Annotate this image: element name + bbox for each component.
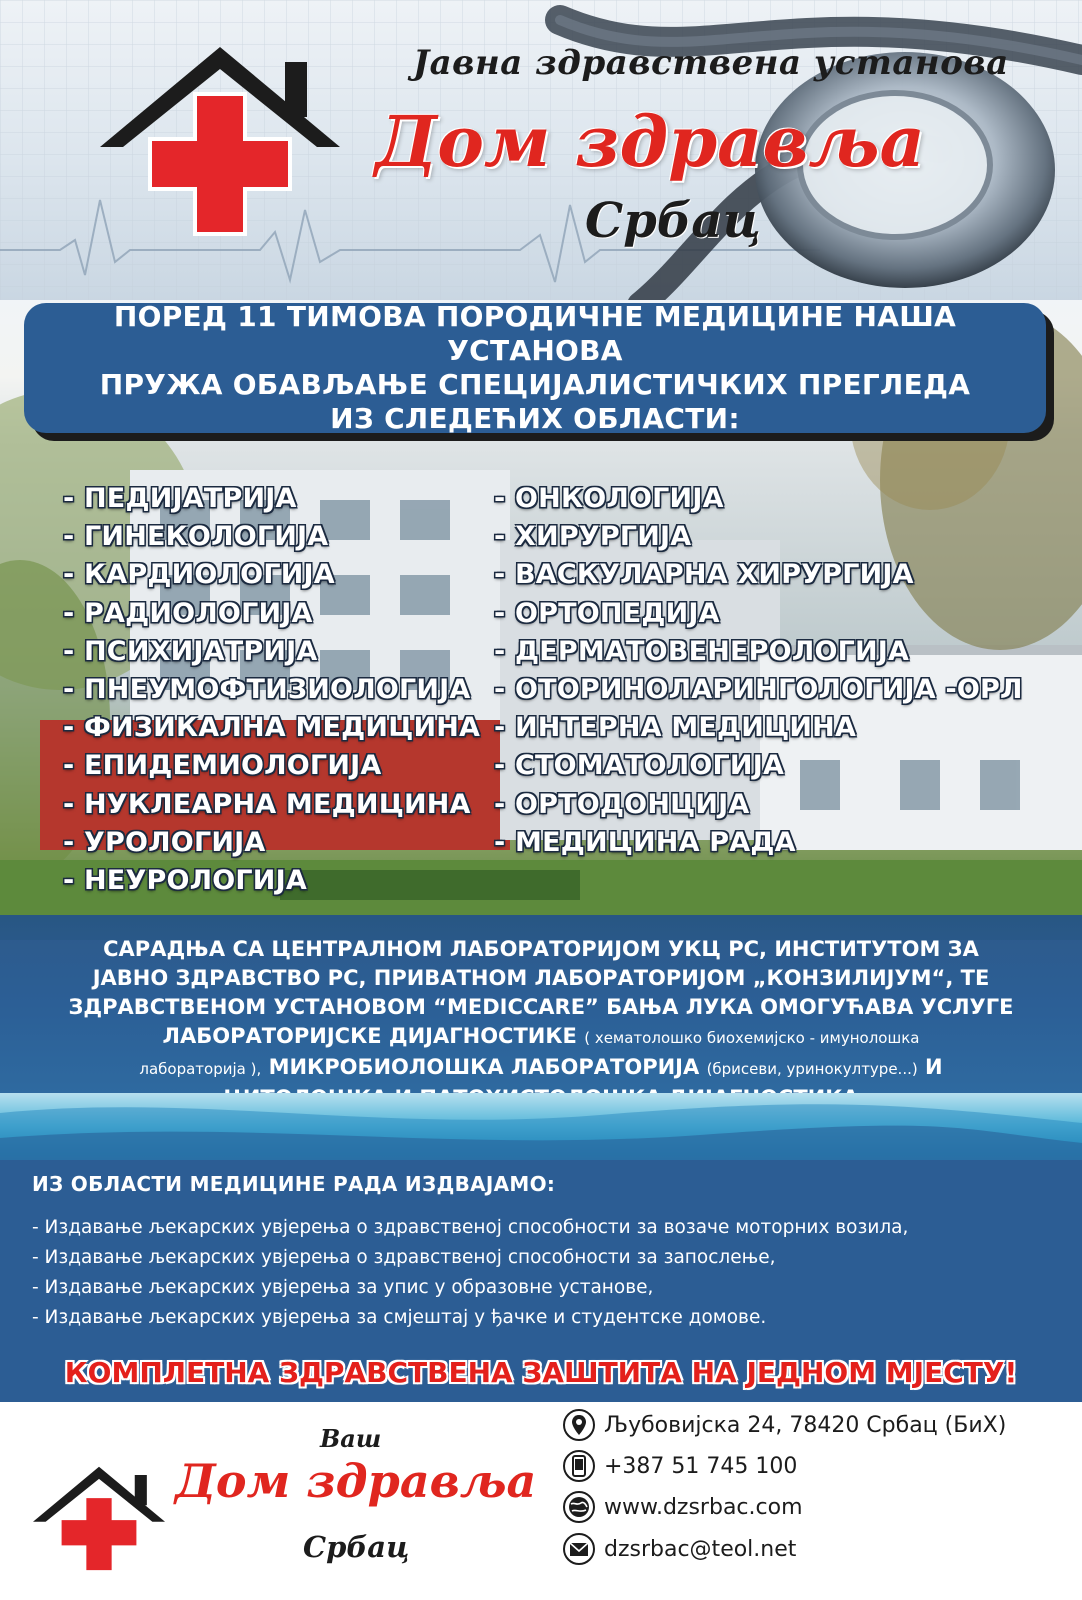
envelope-icon xyxy=(562,1532,596,1566)
specialty-item: - НЕУРОЛОГИЈА xyxy=(63,864,307,896)
specialty-item: - ОРТОПЕДИЈА xyxy=(494,597,720,629)
contact-email xyxy=(562,1532,796,1566)
list-item: - Издавање љекарских увјерења о здравственој способности за запослење, xyxy=(32,1247,776,1268)
specialty-item: - МЕДИЦИНА РАДА xyxy=(494,826,796,858)
house-with-red-cross-icon xyxy=(95,42,345,242)
lab-line-part: И xyxy=(925,1055,943,1079)
list-item: - Издавање љекарских увјерења о здравственој способности за возаче моторних возила, xyxy=(32,1217,909,1238)
specialty-item: - ПСИХИЈАТРИЈА xyxy=(63,635,318,667)
contact-email-text[interactable]: dzsrbac@teol.net xyxy=(604,1536,797,1562)
globe-icon xyxy=(562,1490,596,1524)
laboratory-band xyxy=(0,915,1082,1095)
header xyxy=(0,0,1082,305)
lab-note: ( хематолошко биохемијско - имунолошка xyxy=(584,1029,920,1047)
specialty-item: - УРОЛОГИЈА xyxy=(63,826,266,858)
laboratory-text xyxy=(40,935,1042,1113)
lab-line-part: МИКРОБИОЛОШКА ЛАБОРАТОРИЈА xyxy=(268,1055,700,1079)
contact-website xyxy=(562,1490,803,1524)
lab-line: САРАДЊА СА ЦЕНТРАЛНОМ ЛАБОРАТОРИЈОМ УКЦ РС, ИНСТИТУТОМ ЗА xyxy=(103,937,979,961)
specialty-item: - ВАСКУЛАРНА ХИРУРГИЈА xyxy=(494,559,914,591)
lab-line: ЈАВНО ЗДРАВСТВО РС, ПРИВАТНОМ ЛАБОРАТОРИЈОМ „КОНЗИЛИЈУМ“, ТЕ xyxy=(92,966,990,990)
specialty-item: - ГИНЕКОЛОГИЈА xyxy=(63,521,329,553)
contact-phone-text: +387 51 745 100 xyxy=(604,1453,798,1479)
specialty-item: - НУКЛЕАРНА МЕДИЦИНА xyxy=(63,788,471,820)
lab-line xyxy=(40,1053,1042,1084)
specialty-item: - ИНТЕРНА МЕДИЦИНА xyxy=(494,712,857,744)
header-institution-name: Дом здравља xyxy=(375,100,925,183)
phone-icon xyxy=(562,1449,596,1483)
footer xyxy=(0,1402,1082,1600)
contact-website-text[interactable]: www.dzsrbac.com xyxy=(604,1494,803,1520)
specialty-item: - ХИРУРГИЈА xyxy=(494,521,692,553)
specialty-item: - РАДИОЛОГИЈА xyxy=(63,597,313,629)
specialty-item: - СТОМАТОЛОГИЈА xyxy=(494,750,785,782)
intro-text: ПОРЕД 11 ТИМОВА ПОРОДИЧНЕ МЕДИЦИНЕ НАША УСТАНОВА ПРУЖА ОБАВЉАЊЕ СПЕЦИЈАЛИСТИЧКИХ ПРЕГЛЕДА ИЗ СЛЕДЕЋИХ ОБЛАСТИ: xyxy=(99,300,971,435)
header-subtitle: Јавна здравствена установа xyxy=(413,43,1009,83)
occupational-medicine-band xyxy=(0,1160,1082,1402)
header-city: Србац xyxy=(585,193,762,249)
specialty-item: - ДЕРМАТОВЕНЕРОЛОГИЈА xyxy=(494,635,910,667)
specialty-item: - ОНКОЛОГИЈА xyxy=(494,483,724,514)
slogan: КОМПЛЕТНА ЗДРАВСТВЕНА ЗАШТИТА НА ЈЕДНОМ МЈЕСТУ! xyxy=(64,1356,1018,1389)
specialty-item: - ЕПИДЕМИОЛОГИЈА xyxy=(63,750,382,782)
list-item: - Издавање љекарских увјерења за смјештај у ђачке и студентске домове. xyxy=(32,1307,767,1328)
contact-address xyxy=(562,1408,1006,1442)
specialty-item: - КАРДИОЛОГИЈА xyxy=(63,559,335,591)
lab-line: ЗДРАВСТВЕНОМ УСТАНОВОМ “MEDICCARE” БАЊА ЛУКА ОМОГУЋАВА УСЛУГЕ xyxy=(68,995,1014,1019)
location-pin-icon xyxy=(562,1408,596,1442)
specialty-item: - ПНЕУМОФТИЗИОЛОГИЈА xyxy=(63,673,471,705)
occupational-medicine-heading: ИЗ ОБЛАСТИ МЕДИЦИНЕ РАДА ИЗДВАЈАМО: xyxy=(32,1172,556,1196)
contact-address-text: Љубовијска 24, 78420 Србац (БиХ) xyxy=(604,1412,1007,1438)
footer-your: Ваш xyxy=(320,1424,382,1453)
lab-note: (брисеви, уринокултуре...) xyxy=(706,1060,918,1078)
list-item: - Издавање љекарских увјерења за упис у образовне установе, xyxy=(32,1277,654,1298)
occupational-medicine-list xyxy=(32,1213,908,1333)
intro-box xyxy=(24,300,1046,435)
specialty-item: - ФИЗИКАЛНА МЕДИЦИНА xyxy=(63,712,481,744)
footer-institution-name: Дом здравља xyxy=(175,1454,537,1508)
contact-phone xyxy=(562,1449,797,1483)
specialties-left-column xyxy=(63,480,480,900)
specialties-right-column xyxy=(494,480,1023,862)
lab-note: лабораторија ), xyxy=(139,1060,262,1078)
lab-line-part: ЛАБОРАТОРИЈСКЕ ДИЈАГНОСТИКЕ xyxy=(162,1024,577,1048)
lab-line xyxy=(40,1022,1042,1053)
specialty-item: - ОТОРИНОЛАРИНГОЛОГИЈА -ОРЛ xyxy=(494,673,1023,705)
footer-city: Србац xyxy=(303,1530,410,1564)
house-with-red-cross-icon xyxy=(24,1464,174,1574)
specialty-item: - ПЕДИЈАТРИЈА xyxy=(63,483,297,514)
specialty-item: - ОРТОДОНЦИЈА xyxy=(494,788,750,820)
